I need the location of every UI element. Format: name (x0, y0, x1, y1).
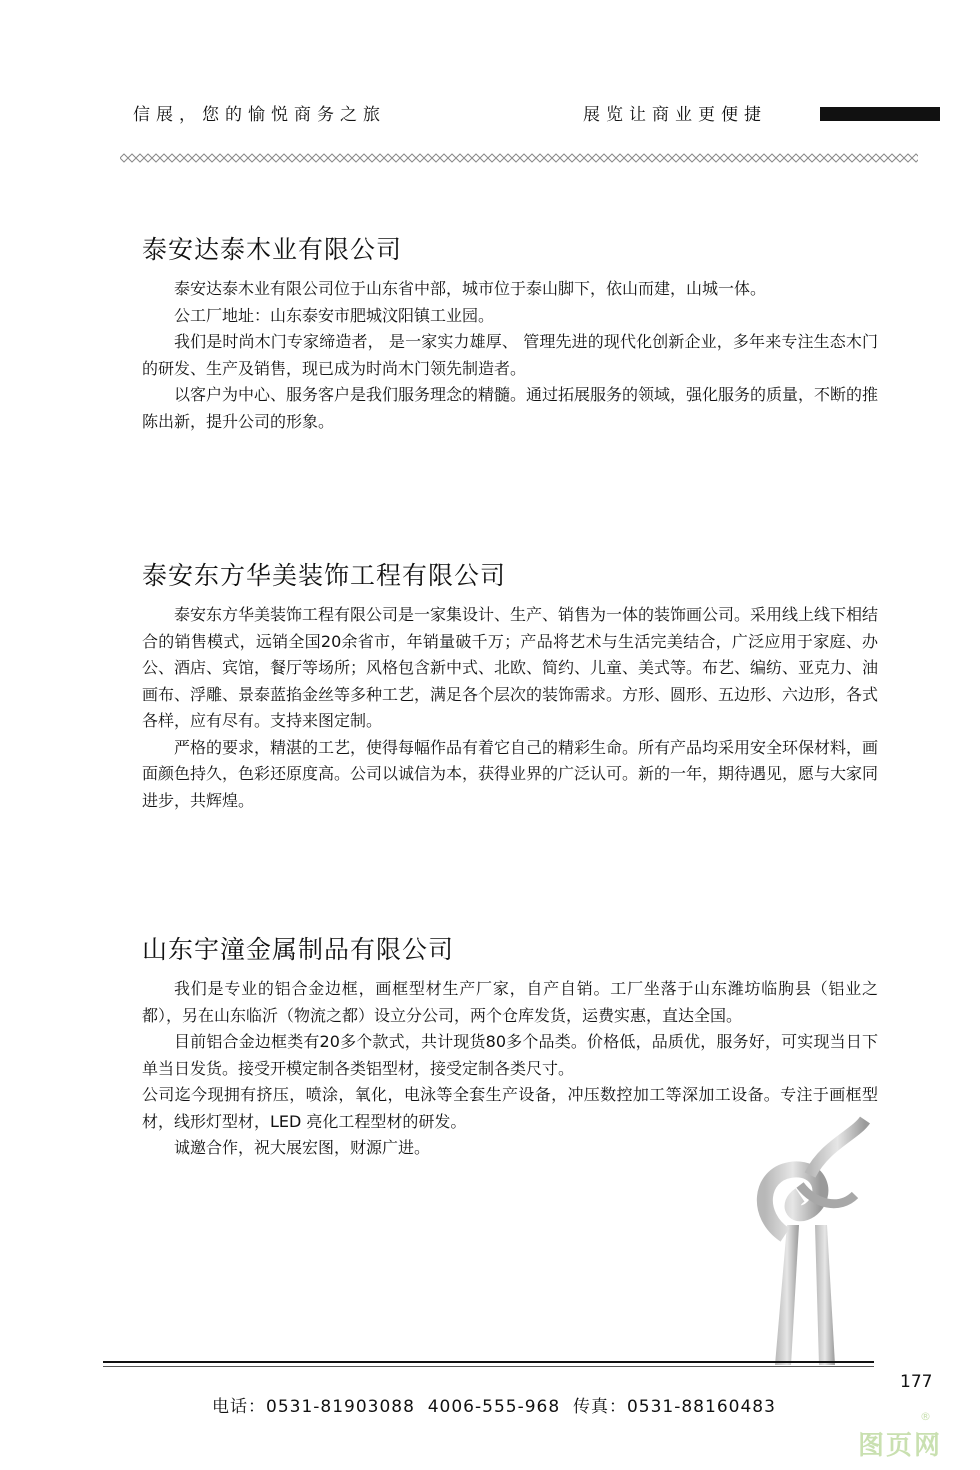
company-title: 山东宇潼金属制品有限公司 (142, 935, 455, 964)
company-paragraph: 我们是专业的铝合金边框，画框型材生产厂家，自产自销。工厂坐落于山东潍坊临朐县（铝业之都），另在山东临沂（物流之都）设立分公司，两个仓库发货，运费实惠，直达全国。 (142, 979, 878, 1025)
company-section-dataitai (142, 230, 878, 435)
footer-rule (103, 1361, 874, 1363)
footer-rule-thin (103, 1366, 874, 1367)
footer-contact-info: 电话：0531-81903088 4006-555-968 传真：0531-88160483 (212, 1397, 776, 1417)
company-paragraph: 诚邀合作，祝大展宏图，财源广进。 (174, 1138, 431, 1157)
company-paragraph: 泰安达泰木业有限公司位于山东省中部，城市位于泰山脚下，依山而建，山城一体。 (174, 279, 767, 298)
company-title: 泰安东方华美装饰工程有限公司 (142, 561, 507, 590)
company-title: 泰安达泰木业有限公司 (142, 235, 403, 264)
company-paragraph: 公工厂地址：山东泰安市肥城汶阳镇工业园。 (174, 305, 495, 325)
sculpture-image (745, 1115, 880, 1365)
watermark-logo: 图页网 (858, 1431, 943, 1461)
company-paragraph: 严格的要求，精湛的工艺，使得每幅作品有着它自己的精彩生命。所有产品均采用安全环保材料，画面颜色持久，色彩还原度高。公司以诚信为本，获得业界的广泛认可。新的一年，期待遇见，愿与大家同进步，共辉煌。 (142, 737, 879, 810)
watermark-registered-mark: ® (920, 1410, 931, 1423)
header-slogan-left: 信展，您的愉悦商务之旅 (133, 105, 386, 125)
company-paragraph: 泰安东方华美装饰工程有限公司是一家集设计、生产、销售为一体的装饰画公司。采用线上线下相结合的销售模式，远销全国20余省市，年销量破千万；产品将艺术与生活完美结合，广泛应用于家庭、办公、酒店、宾馆，餐厅等场所；风格包含新中式、北欧、简约、儿童、美式等。布艺、编纺、亚克力、油画布、浮雕、景泰蓝掐金丝等多种工艺，满足各个层次的装饰需求。方形、圆形、五边形、六边形，各式各样，应有尽有。支持来图定制。 (142, 605, 879, 730)
company-paragraph: 我们是时尚木门专家缔造者， 是一家实力雄厚、 管理先进的现代化创新企业，多年来专注生态木门的研发、生产及销售，现已成为时尚木门领先制造者。 (142, 332, 878, 378)
company-section-dongfanghuamei (142, 556, 878, 814)
header-slogan-right: 展览让商业更便捷 (583, 105, 767, 125)
page-number: 177 (900, 1372, 933, 1392)
company-paragraph: 目前铝合金边框类有20多个款式，共计现货80多个品类。价格低，品质优，服务好，可实现当日下单当日发货。接受开模定制各类铝型材，接受定制各类尺寸。 (142, 1032, 878, 1078)
company-paragraph: 以客户为中心、服务客户是我们服务理念的精髓。通过拓展服务的领域，强化服务的质量，不断的推陈出新，提升公司的形象。 (142, 385, 879, 431)
company-paragraph: 公司迄今现拥有挤压，喷涂，氧化，电泳等全套生产设备，冲压数控加工等深加工设备。专注于画框型材，线形灯型材，LED 亮化工程型材的研发。 (142, 1085, 878, 1131)
header-black-bar (820, 107, 940, 121)
header-zigzag-rule (120, 152, 918, 164)
